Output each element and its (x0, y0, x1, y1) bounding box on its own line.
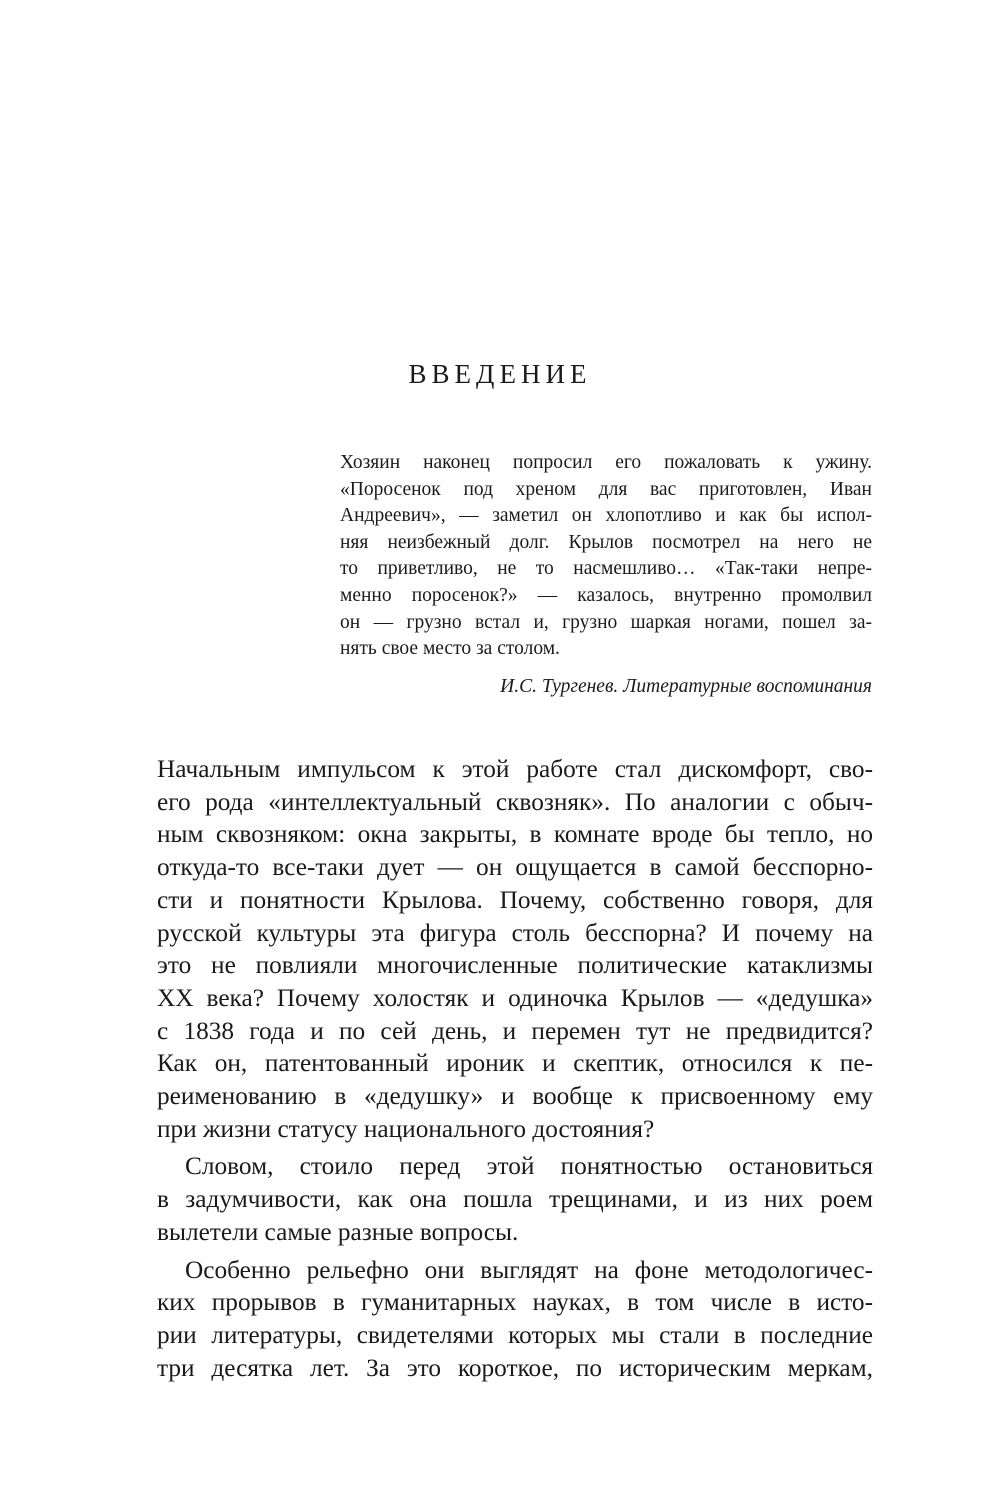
paragraph (157, 1150, 873, 1248)
text-line: рии литературы, свидетелями которых мы стали в последние (157, 1320, 873, 1349)
text-line: это не повлияли многочисленные политические катаклизмы (157, 951, 873, 980)
text-line: сти и понятности Крылова. Почему, собственно говоря, для (157, 885, 873, 914)
chapter-title: ВВЕДЕНИЕ (408, 359, 592, 389)
text-line: ным сквозняком: окна закрыты, в комнате вроде бы тепло, но (157, 820, 873, 849)
epigraph-line: менно поросенок?» — казалось, внутренно промолвил (340, 584, 872, 606)
text-line: XX века? Почему холостяк и одиночка Крылов — «дедушка» (157, 983, 873, 1012)
text-line: Словом, стоило перед этой понятностью остановиться (185, 1152, 873, 1181)
text-line: с 1838 года и по сей день, и перемен тут не предвидится? (157, 1016, 873, 1045)
epigraph (340, 450, 872, 663)
text-line: в задумчивости, как она пошла трещинами, и из них роем (157, 1185, 873, 1214)
epigraph-line: Хозяин наконец попросил его пожаловать к ужину. (340, 452, 872, 473)
text-line: откуда-то все-таки дует — он ощущается в самой бесспорно- (157, 853, 873, 882)
epigraph-line: он — грузно встал и, грузно шаркая ногами, пошел за- (340, 611, 872, 633)
epigraph-line: «Поросенок под хреном для вас приготовлен, Иван (340, 478, 872, 500)
epigraph-line: няя неизбежный долг. Крылов посмотрел на него не (340, 531, 872, 553)
text-line: ких прорывов в гуманитарных науках, в том числе в исто- (157, 1288, 873, 1317)
epigraph-line: нять свое место за столом. (340, 638, 560, 660)
epigraph-attribution: И.С. Тургенев. Литературные воспоминания (500, 676, 872, 697)
text-line: Особенно рельефно они выглядят на фоне методологичес- (185, 1255, 873, 1284)
text-line: реименованию в «дедушку» и вообще к присвоенному ему (157, 1082, 873, 1111)
text-line: Начальным импульсом к этой работе стал дискомфорт, сво- (157, 755, 873, 783)
text-line: русской культуры эта фигура столь бесспорна? И почему на (157, 918, 873, 947)
epigraph-line: то приветливо, не то насмешливо… «Так-таки непре- (340, 558, 872, 580)
text-line: при жизни статусу национального достояния? (157, 1114, 655, 1143)
body-text (157, 753, 873, 1384)
paragraph (157, 1254, 873, 1385)
text-line: Как он, патентованный ироник и скептик, относился к пе- (157, 1049, 873, 1078)
text-line: его рода «интеллектуальный сквозняк». По аналогии с обыч- (157, 787, 873, 816)
epigraph-line: Андреевич», — заметил он хлопотливо и как бы испол- (340, 505, 872, 527)
text-line: вылетели самые разные вопросы. (157, 1217, 519, 1246)
paragraph (157, 753, 873, 1145)
text-line: три десятка лет. За это короткое, по историческим меркам, (157, 1353, 873, 1382)
